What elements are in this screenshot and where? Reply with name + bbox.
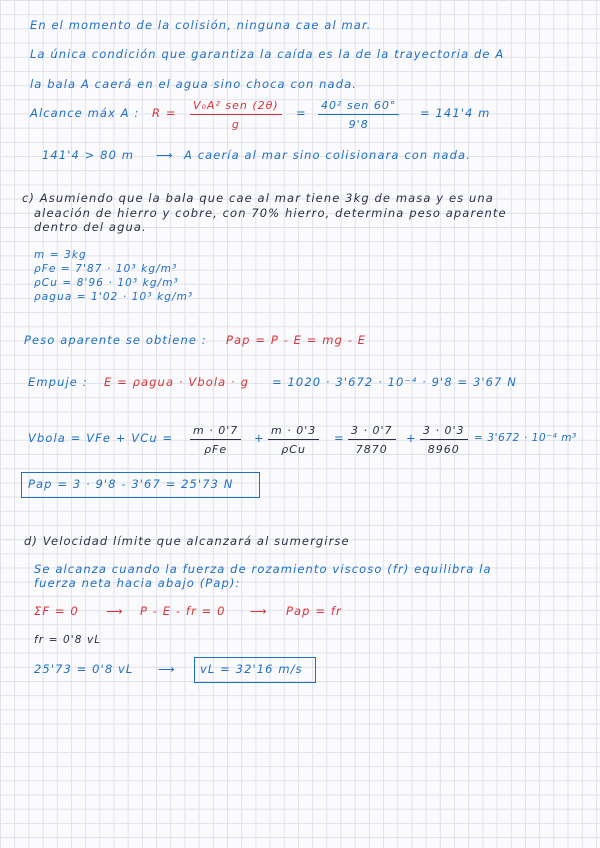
volume-iron-fraction [190,424,241,456]
equals-sign: = [296,106,307,120]
range-values-numerator: 40² sen 60° [321,99,397,112]
text-line-bala-a: la bala A caerá en el agua sino choca con nada. [30,77,358,91]
empuje-label: Empuje : [28,375,88,389]
plus-sign: + [406,431,417,445]
text-line-condition: La única condición que garantiza la caída es la de la trayectoria de A [30,47,505,61]
statement-c-line1: c) Asumiendo que la bala que cae al mar tiene 3kg de masa y es una [22,191,494,205]
volume-iron-values-fraction [348,424,396,456]
statement-c-line2: aleación de hierro y cobre, con 70% hierro, determina peso aparente [34,206,507,220]
volume-iron-numerator: m · 0'7 [193,424,239,437]
arrow-icon: ⟶ [158,662,176,676]
text-line-collision: En el momento de la colisión, ninguna cae al mar. [30,18,372,32]
equals-sign: = [334,431,345,445]
mass-data: m = 3kg [34,249,87,261]
volume-label: Vbola = VFe + VCu = [28,431,174,445]
density-iron: ρFe = 7'87 · 10³ kg/m³ [34,263,178,275]
friction-definition: fr = 0'8 vL [34,634,102,646]
empuje-formula: E = ρagua · Vbola · g [104,375,249,389]
equilibrium-sum: ΣF = 0 [34,604,79,618]
volume-copper-numerator: m · 0'3 [271,424,317,437]
volume-copper-values-denominator: 8960 [427,443,460,456]
alcance-label: Alcance máx A : [30,106,140,120]
range-result: = 141'4 m [420,106,491,120]
range-comparison: 141'4 > 80 m [42,148,135,162]
forces-equation: P - E - fr = 0 [140,604,226,618]
volume-copper-values-numerator: 3 · 0'3 [423,424,465,437]
volume-result: = 3'672 · 10⁻⁴ m³ [474,432,577,444]
velocity-result: vL = 32'16 m/s [200,662,303,676]
part-d-description-line1: Se alcanza cuando la fuerza de rozamiento viscoso (fr) equilibra la [34,562,492,576]
statement-c-line3: dentro del agua. [34,220,147,234]
range-conclusion: A caería al mar sino colisionara con nada. [184,148,471,162]
peso-aparente-equation: Pap = P - E = mg - E [226,333,367,347]
part-d-description-line2: fuerza neta hacia abajo (Pap): [34,576,241,590]
range-formula-fraction [190,99,282,131]
pap-result: Pap = 3 · 9'8 - 3'67 = 25'73 N [28,477,234,491]
arrow-icon: ⟶ [156,148,174,162]
peso-aparente-label: Peso aparente se obtiene : [24,333,207,347]
volume-iron-values-numerator: 3 · 0'7 [351,424,393,437]
velocity-calculation: 25'73 = 0'8 vL [34,662,134,676]
volume-copper-values-fraction [420,424,468,456]
range-formula-numerator: V₀A² sen (2θ) [193,99,279,112]
empuje-value: = 1020 · 3'672 · 10⁻⁴ · 9'8 = 3'67 N [272,375,517,389]
pap-equals-fr: Pap = fr [286,604,342,618]
arrow-icon: ⟶ [250,604,268,618]
volume-copper-fraction [268,424,319,456]
volume-copper-denominator: ρCu [281,443,306,456]
volume-iron-values-denominator: 7870 [355,443,388,456]
range-values-fraction [318,99,399,131]
density-water: ρagua = 1'02 · 10³ kg/m³ [34,291,194,303]
range-symbol: R = [152,106,177,120]
density-copper: ρCu = 8'96 · 10³ kg/m³ [34,277,179,289]
range-formula-denominator: g [231,118,240,131]
range-values-denominator: 9'8 [348,118,369,131]
volume-iron-denominator: ρFe [204,443,228,456]
part-d-title: d) Velocidad límite que alcanzará al sumergirse [24,534,350,548]
plus-sign: + [254,431,265,445]
arrow-icon: ⟶ [106,604,124,618]
